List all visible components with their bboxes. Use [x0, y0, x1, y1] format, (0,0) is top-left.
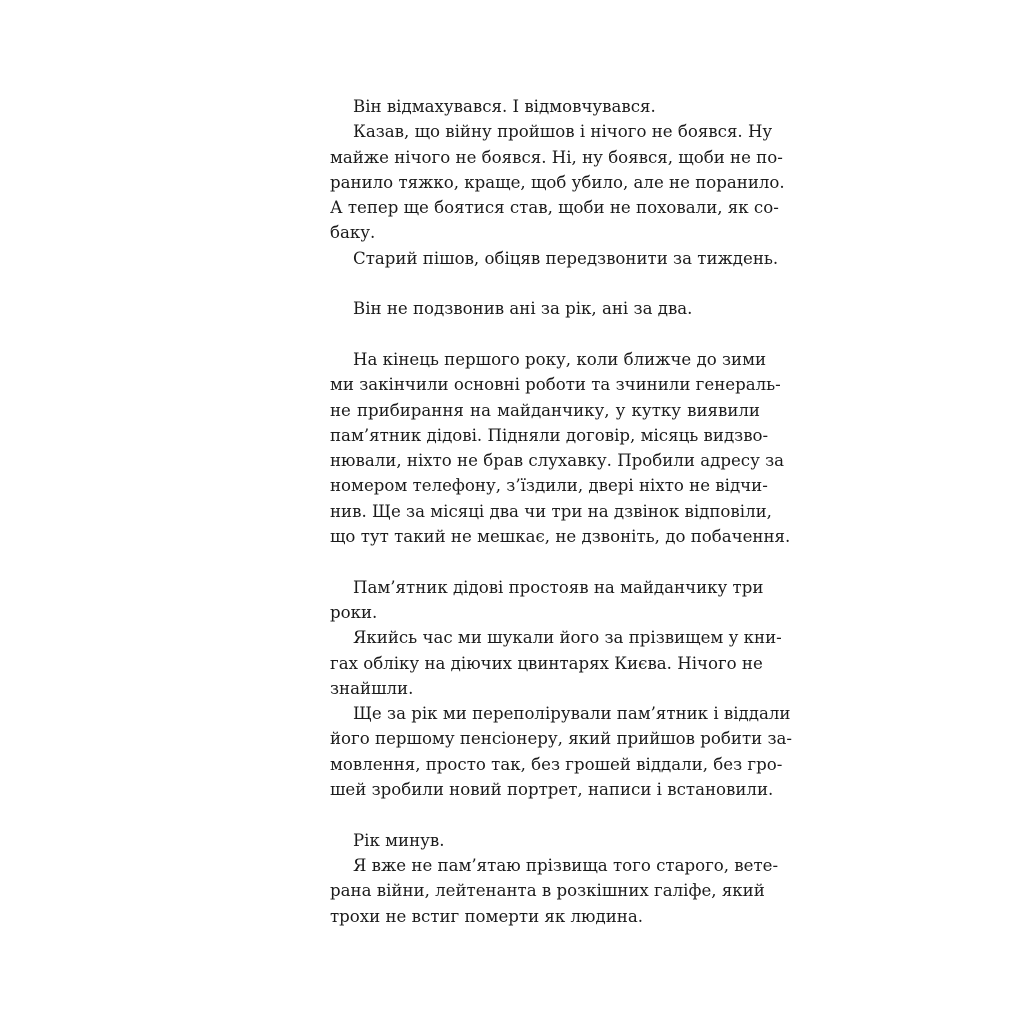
text-line: Ще за рік ми переполірували пам’ятник і віддали [353, 704, 791, 724]
text-line: Пам’ятник дідові простояв на майданчику три [353, 577, 764, 597]
text-line: трохи не встиг померти як людина. [330, 906, 644, 926]
text-line: шей зробили новий портрет, написи і встановили. [330, 780, 774, 800]
paragraph-gap [330, 549, 760, 574]
text-line: мовлення, просто так, без грошей віддали, без гро- [330, 754, 783, 774]
text-line: ранило тяжко, краще, щоб убило, але не поранило. [330, 172, 785, 192]
text-line: ми закінчили основні роботи та зчинили генераль- [330, 375, 781, 395]
text-line: Він не подзвонив ані за рік, ані за два. [353, 299, 693, 319]
text-line: майже нічого не боявся. Ні, ну боявся, щоби не по- [330, 147, 783, 167]
text-line: нив. Ще за місяці два чи три на дзвінок відповіли, [330, 501, 772, 521]
text-line: номером телефону, з’їздили, двері ніхто не відчи- [330, 476, 768, 496]
text-line: Я вже не пам’ятаю прізвища того старого, вете- [353, 855, 779, 875]
text-line: нювали, ніхто не брав слухавку. Пробили адресу за [330, 451, 785, 471]
text-line: Рік минув. [353, 830, 445, 850]
book-page-text [330, 94, 793, 929]
text-line: не прибирання на майданчику, у кутку виявили [330, 400, 760, 420]
text-line: пам’ятник дідові. Підняли договір, місяць видзво- [330, 425, 769, 445]
text-line: гах обліку на діючих цвинтарях Києва. Нічого не [330, 653, 763, 673]
text-line: його першому пенсіонеру, який прийшов робити за- [330, 729, 793, 749]
text-line: А тепер ще боятися став, щоби не поховали, як со- [330, 198, 779, 218]
paragraph-gap [330, 322, 760, 347]
text-line: Казав, що війну пройшов і нічого не боявся. Ну [353, 122, 773, 142]
text-line: рана війни, лейтенанта в розкішних галіфе, який [330, 881, 765, 901]
paragraph-gap [330, 802, 760, 827]
text-line: Якийсь час ми шукали його за прізвищем у кни- [353, 628, 782, 648]
text-line: знайшли. [330, 678, 414, 698]
paragraph-gap [330, 271, 760, 296]
text-line: баку. [330, 223, 376, 243]
text-line: що тут такий не мешкає, не дзвоніть, до побачення. [330, 527, 791, 547]
text-line: Він відмахувався. І відмовчувався. [353, 97, 656, 116]
text-line: роки. [330, 602, 378, 622]
text-line: На кінець першого року, коли ближче до зими [353, 349, 767, 369]
text-line: Старий пішов, обіцяв передзвонити за тиждень. [353, 248, 779, 268]
